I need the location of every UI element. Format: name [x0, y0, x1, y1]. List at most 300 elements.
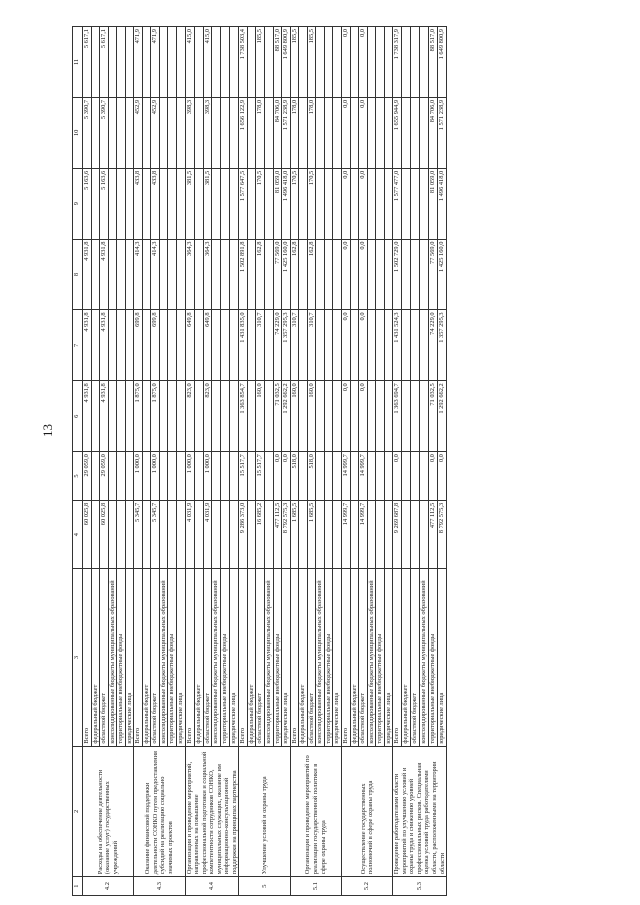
amount-cell [299, 168, 308, 239]
amount-cell: 1 571 238,9 [282, 97, 291, 168]
amount-cell [333, 97, 342, 168]
amount-cell [411, 452, 420, 501]
funding-source: юридические лица [177, 569, 186, 746]
amount-cell: 14 999,7 [359, 452, 368, 501]
funding-source: юридические лица [230, 569, 239, 746]
amount-cell: 162,8 [290, 239, 299, 310]
amount-cell [402, 500, 411, 569]
amount-cell [333, 239, 342, 310]
amount-cell: 5 345,7 [134, 500, 143, 569]
amount-cell [108, 452, 117, 501]
amount-cell: 1 363 854,7 [239, 381, 248, 452]
funding-source: областной бюджет [100, 569, 109, 746]
funding-source: территориальные внебюджетные фонды [324, 569, 333, 746]
funding-source: федеральный бюджет [247, 569, 256, 746]
amount-cell [367, 381, 376, 452]
amount-cell: 0,0 [341, 239, 350, 310]
amount-cell [367, 239, 376, 310]
column-header: 5 [73, 452, 83, 501]
amount-cell [142, 239, 151, 310]
amount-cell: 1 738 503,4 [239, 27, 248, 98]
amount-cell: 414,3 [151, 239, 160, 310]
funding-source: юридические лица [125, 569, 134, 746]
amount-cell [420, 27, 429, 98]
funding-source: областной бюджет [359, 569, 368, 746]
amount-cell: 1 571 238,9 [438, 97, 447, 168]
amount-cell [212, 452, 221, 501]
item-number: 4.3 [134, 877, 185, 896]
amount-cell [367, 452, 376, 501]
amount-cell: 185,5 [290, 27, 299, 98]
amount-cell [142, 27, 151, 98]
amount-cell: 0,0 [341, 310, 350, 381]
column-header: 9 [73, 168, 83, 239]
funding-source: Всего [393, 569, 402, 746]
amount-cell: 699,8 [134, 310, 143, 381]
amount-cell: 1 357 295,3 [282, 310, 291, 381]
amount-cell [194, 310, 203, 381]
amount-cell [247, 500, 256, 569]
amount-cell [299, 500, 308, 569]
amount-cell [324, 500, 333, 569]
amount-cell: 1 577 477,0 [393, 168, 402, 239]
amount-cell: 0,0 [273, 452, 282, 501]
amount-cell: 162,8 [307, 239, 316, 310]
amount-cell [212, 310, 221, 381]
amount-cell [212, 97, 221, 168]
amount-cell [247, 310, 256, 381]
amount-cell: 1 000,0 [185, 452, 194, 501]
amount-cell [265, 452, 274, 501]
amount-cell [367, 500, 376, 569]
amount-cell [316, 239, 325, 310]
budget-table [72, 26, 447, 896]
amount-cell: 0,0 [438, 452, 447, 501]
column-header: 4 [73, 500, 83, 569]
amount-cell [91, 452, 100, 501]
amount-cell [91, 500, 100, 569]
amount-cell [384, 27, 393, 98]
amount-cell [316, 500, 325, 569]
amount-cell [402, 239, 411, 310]
funding-source: федеральный бюджет [402, 569, 411, 746]
item-number: 5.2 [341, 877, 392, 896]
amount-cell: 1 502 891,8 [239, 239, 248, 310]
amount-cell [316, 452, 325, 501]
amount-cell: 1 000,0 [203, 452, 212, 501]
amount-cell: 1 502 729,0 [393, 239, 402, 310]
funding-source: консолидированные бюджеты муниципальных образований [212, 569, 221, 746]
amount-cell [142, 97, 151, 168]
amount-cell: 162,8 [256, 239, 265, 310]
item-name: Улучшение условий и охраны труда [239, 746, 290, 877]
amount-cell: 0,0 [341, 97, 350, 168]
amount-cell [194, 452, 203, 501]
amount-cell: 77 569,0 [429, 239, 438, 310]
amount-cell: 4 931,8 [100, 381, 109, 452]
amount-cell [402, 27, 411, 98]
funding-source: юридические лица [438, 569, 447, 746]
amount-cell [159, 168, 168, 239]
funding-source: федеральный бюджет [299, 569, 308, 746]
amount-cell: 310,7 [307, 310, 316, 381]
amount-cell [376, 97, 385, 168]
amount-cell [247, 27, 256, 98]
amount-cell: 8 792 575,3 [438, 500, 447, 569]
amount-cell [265, 310, 274, 381]
funding-source: областной бюджет [307, 569, 316, 746]
amount-cell: 71 032,5 [273, 381, 282, 452]
amount-cell: 15 517,7 [256, 452, 265, 501]
amount-cell [324, 310, 333, 381]
amount-cell [411, 27, 420, 98]
amount-cell [91, 168, 100, 239]
column-header: 6 [73, 381, 83, 452]
amount-cell: 15 517,7 [239, 452, 248, 501]
amount-cell [247, 452, 256, 501]
amount-cell [265, 27, 274, 98]
amount-cell: 649,8 [185, 310, 194, 381]
amount-cell [117, 381, 126, 452]
amount-cell: 1 656 122,9 [239, 97, 248, 168]
amount-cell [221, 97, 230, 168]
amount-cell [125, 452, 134, 501]
amount-cell: 4 931,8 [83, 310, 92, 381]
item-name: Осуществление государственных полномочий в сфере охраны труда [341, 746, 392, 877]
amount-cell: 1 357 295,3 [438, 310, 447, 381]
amount-cell: 699,8 [151, 310, 160, 381]
amount-cell [402, 168, 411, 239]
amount-cell: 398,3 [185, 97, 194, 168]
amount-cell: 71 032,5 [429, 381, 438, 452]
funding-source: федеральный бюджет [91, 569, 100, 746]
amount-cell [230, 239, 239, 310]
amount-cell [316, 168, 325, 239]
column-header: 8 [73, 239, 83, 310]
amount-cell [230, 500, 239, 569]
amount-cell [411, 500, 420, 569]
column-header: 2 [73, 746, 83, 877]
amount-cell [384, 97, 393, 168]
amount-cell: 433,8 [134, 168, 143, 239]
amount-cell [265, 381, 274, 452]
column-header: 3 [73, 569, 83, 746]
amount-cell [142, 500, 151, 569]
amount-cell [125, 381, 134, 452]
amount-cell: 823,0 [203, 381, 212, 452]
amount-cell [91, 97, 100, 168]
amount-cell [159, 310, 168, 381]
amount-cell [420, 452, 429, 501]
funding-source: областной бюджет [151, 569, 160, 746]
amount-cell: 185,5 [256, 27, 265, 98]
funding-source: территориальные внебюджетные фонды [429, 569, 438, 746]
table-row [134, 27, 143, 896]
funding-source: юридические лица [282, 569, 291, 746]
funding-source: Всего [341, 569, 350, 746]
amount-cell: 178,0 [256, 97, 265, 168]
amount-cell: 14 999,7 [341, 500, 350, 569]
amount-cell [367, 97, 376, 168]
amount-cell: 310,7 [290, 310, 299, 381]
amount-cell [420, 381, 429, 452]
funding-source: Всего [185, 569, 194, 746]
funding-source: консолидированные бюджеты муниципальных образований [316, 569, 325, 746]
amount-cell: 1 496 418,0 [438, 168, 447, 239]
item-number: 5 [239, 877, 290, 896]
amount-cell [177, 310, 186, 381]
amount-cell: 364,3 [185, 239, 194, 310]
amount-cell [324, 239, 333, 310]
amount-cell [194, 97, 203, 168]
amount-cell: 0,0 [429, 452, 438, 501]
amount-cell [91, 27, 100, 98]
amount-cell: 5 390,7 [100, 97, 109, 168]
amount-cell [367, 310, 376, 381]
amount-cell: 649,8 [203, 310, 212, 381]
amount-cell [420, 310, 429, 381]
amount-cell [247, 168, 256, 239]
amount-cell [247, 381, 256, 452]
amount-cell: 29 059,0 [83, 452, 92, 501]
amount-cell: 477 112,5 [273, 500, 282, 569]
amount-cell [108, 168, 117, 239]
funding-source: территориальные внебюджетные фонды [273, 569, 282, 746]
amount-cell [299, 452, 308, 501]
amount-cell [376, 452, 385, 501]
amount-cell: 1 649 800,9 [282, 27, 291, 98]
amount-cell [194, 168, 203, 239]
amount-cell: 81 059,0 [273, 168, 282, 239]
amount-cell [159, 239, 168, 310]
amount-cell [108, 27, 117, 98]
amount-cell: 452,9 [151, 97, 160, 168]
amount-cell [420, 500, 429, 569]
amount-cell [324, 27, 333, 98]
amount-cell: 0,0 [359, 239, 368, 310]
amount-cell [265, 168, 274, 239]
amount-cell [168, 381, 177, 452]
amount-cell [221, 500, 230, 569]
amount-cell: 310,7 [256, 310, 265, 381]
amount-cell: 471,9 [134, 27, 143, 98]
amount-cell [221, 27, 230, 98]
amount-cell: 1 425 160,0 [282, 239, 291, 310]
item-number: 5.1 [290, 877, 341, 896]
amount-cell [117, 452, 126, 501]
amount-cell [117, 97, 126, 168]
page-number: 13 [40, 424, 55, 437]
amount-cell [333, 500, 342, 569]
amount-cell [212, 27, 221, 98]
amount-cell [159, 452, 168, 501]
amount-cell [411, 381, 420, 452]
amount-cell [265, 97, 274, 168]
amount-cell: 77 569,0 [273, 239, 282, 310]
amount-cell [194, 27, 203, 98]
funding-source: Всего [83, 569, 92, 746]
amount-cell: 9 286 373,0 [239, 500, 248, 569]
amount-cell: 5 390,7 [83, 97, 92, 168]
amount-cell: 1 649 800,9 [438, 27, 447, 98]
amount-cell [402, 97, 411, 168]
amount-cell: 1 363 694,7 [393, 381, 402, 452]
amount-cell [230, 168, 239, 239]
amount-cell [117, 27, 126, 98]
amount-cell [125, 310, 134, 381]
amount-cell: 5 345,7 [151, 500, 160, 569]
item-name: Расходы на обеспечение деятельности (оказание услуг) государственных учреждений [83, 746, 134, 877]
amount-cell [316, 310, 325, 381]
amount-cell: 4 031,9 [203, 500, 212, 569]
amount-cell: 0,0 [341, 168, 350, 239]
amount-cell [108, 97, 117, 168]
amount-cell: 4 931,8 [83, 381, 92, 452]
amount-cell [168, 168, 177, 239]
amount-cell [350, 239, 359, 310]
amount-cell: 1 655 944,9 [393, 97, 402, 168]
amount-cell [159, 500, 168, 569]
amount-cell [411, 310, 420, 381]
amount-cell [384, 500, 393, 569]
amount-cell: 170,5 [256, 168, 265, 239]
amount-cell [384, 381, 393, 452]
amount-cell: 364,3 [203, 239, 212, 310]
amount-cell [333, 310, 342, 381]
amount-cell [299, 381, 308, 452]
amount-cell [376, 500, 385, 569]
amount-cell [230, 310, 239, 381]
amount-cell [333, 27, 342, 98]
funding-source: юридические лица [384, 569, 393, 746]
funding-source: федеральный бюджет [350, 569, 359, 746]
amount-cell [299, 310, 308, 381]
amount-cell: 0,0 [282, 452, 291, 501]
amount-cell: 9 269 687,8 [393, 500, 402, 569]
amount-cell [316, 27, 325, 98]
amount-cell [221, 381, 230, 452]
amount-cell [159, 97, 168, 168]
amount-cell: 1 000,0 [151, 452, 160, 501]
amount-cell: 0,0 [341, 381, 350, 452]
amount-cell: 1 577 647,5 [239, 168, 248, 239]
amount-cell: 4 931,8 [100, 239, 109, 310]
table-body [83, 27, 447, 896]
amount-cell: 0,0 [359, 310, 368, 381]
amount-cell [384, 168, 393, 239]
amount-cell [402, 381, 411, 452]
amount-cell [194, 239, 203, 310]
amount-cell: 5 617,1 [83, 27, 92, 98]
funding-source: консолидированные бюджеты муниципальных образований [265, 569, 274, 746]
amount-cell: 1 738 317,9 [393, 27, 402, 98]
amount-cell [108, 310, 117, 381]
funding-source: юридические лица [333, 569, 342, 746]
amount-cell [125, 239, 134, 310]
amount-cell [168, 97, 177, 168]
amount-cell: 81 059,0 [429, 168, 438, 239]
amount-cell: 160,0 [256, 381, 265, 452]
amount-cell: 5 163,6 [100, 168, 109, 239]
amount-cell [91, 310, 100, 381]
amount-cell [177, 168, 186, 239]
funding-source: территориальные внебюджетные фонды [168, 569, 177, 746]
amount-cell: 0,0 [359, 168, 368, 239]
amount-cell [247, 97, 256, 168]
amount-cell: 60 025,8 [83, 500, 92, 569]
amount-cell: 1 685,5 [290, 500, 299, 569]
amount-cell: 518,0 [290, 452, 299, 501]
amount-cell: 1 425 160,0 [438, 239, 447, 310]
amount-cell [125, 500, 134, 569]
amount-cell: 381,5 [185, 168, 194, 239]
amount-cell [221, 239, 230, 310]
amount-cell [402, 310, 411, 381]
amount-cell [212, 168, 221, 239]
amount-cell [367, 168, 376, 239]
amount-cell [350, 381, 359, 452]
item-number: 4.4 [185, 877, 239, 896]
amount-cell: 178,0 [290, 97, 299, 168]
amount-cell [350, 27, 359, 98]
amount-cell [91, 381, 100, 452]
amount-cell [177, 239, 186, 310]
amount-cell [221, 310, 230, 381]
amount-cell [299, 27, 308, 98]
table-row [393, 27, 402, 896]
amount-cell: 29 059,0 [100, 452, 109, 501]
amount-cell [108, 500, 117, 569]
amount-cell [168, 500, 177, 569]
funding-source: Всего [239, 569, 248, 746]
amount-cell: 84 706,0 [273, 97, 282, 168]
table-row [83, 27, 92, 896]
amount-cell [230, 97, 239, 168]
amount-cell: 74 229,0 [429, 310, 438, 381]
amount-cell: 4 031,9 [185, 500, 194, 569]
amount-cell: 14 999,7 [359, 500, 368, 569]
amount-cell [324, 97, 333, 168]
amount-cell [159, 381, 168, 452]
amount-cell [384, 239, 393, 310]
amount-cell: 1 875,0 [151, 381, 160, 452]
amount-cell [333, 452, 342, 501]
funding-source: федеральный бюджет [194, 569, 203, 746]
header-row [73, 27, 83, 896]
amount-cell [247, 239, 256, 310]
amount-cell [384, 452, 393, 501]
amount-cell: 415,0 [185, 27, 194, 98]
amount-cell: 1 292 662,2 [438, 381, 447, 452]
amount-cell: 60 025,8 [100, 500, 109, 569]
amount-cell: 16 685,2 [256, 500, 265, 569]
amount-cell [177, 452, 186, 501]
amount-cell: 415,0 [203, 27, 212, 98]
item-name: Проведение работодателями области мероприятий по улучшению условий и охраны труда и снижению уровней профессиональных рисков. Специальная оценка условий труда работодателями области, расположенными на территории области [393, 746, 447, 877]
table-row [341, 27, 350, 896]
amount-cell [168, 239, 177, 310]
amount-cell [376, 168, 385, 239]
funding-source: областной бюджет [256, 569, 265, 746]
amount-cell: 84 706,0 [429, 97, 438, 168]
amount-cell [168, 27, 177, 98]
amount-cell [350, 452, 359, 501]
amount-cell [350, 97, 359, 168]
amount-cell [376, 27, 385, 98]
amount-cell [91, 239, 100, 310]
amount-cell: 160,0 [307, 381, 316, 452]
amount-cell [367, 27, 376, 98]
